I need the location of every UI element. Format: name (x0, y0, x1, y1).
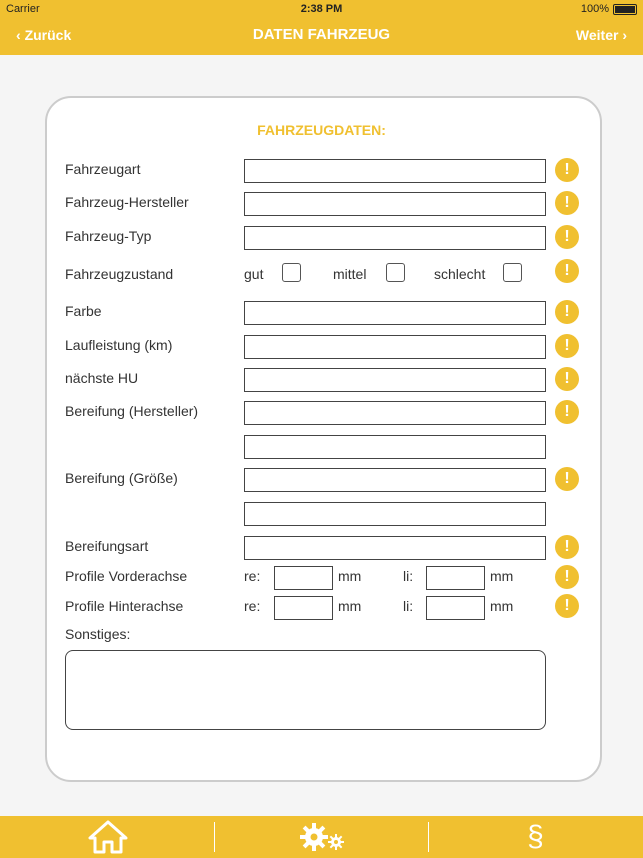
label-hu: nächste HU (65, 370, 139, 386)
checkbox-gut[interactable] (282, 263, 301, 282)
textarea-sonstiges[interactable] (65, 650, 546, 730)
label-bereifung-hersteller: Bereifung (Hersteller) (65, 403, 199, 419)
input-bereifung-hersteller[interactable] (244, 401, 546, 425)
label-hersteller: Fahrzeug-Hersteller (65, 194, 189, 210)
input-hinten-li[interactable] (426, 596, 485, 620)
input-bereifung-hersteller-2[interactable] (244, 435, 546, 459)
unit-mm: mm (490, 568, 514, 584)
navigation-bar (0, 18, 643, 55)
back-label: Zurück (24, 27, 72, 43)
unit-mm: mm (490, 598, 514, 614)
chevron-right-icon: › (622, 27, 627, 43)
input-hersteller[interactable] (244, 192, 546, 216)
label-farbe: Farbe (65, 303, 102, 319)
form-heading: FAHRZEUGDATEN: (257, 122, 386, 138)
label-bereifungsart: Bereifungsart (65, 538, 149, 554)
label-re: re: (244, 568, 261, 584)
home-icon (88, 820, 128, 854)
warning-icon[interactable]: ! (555, 191, 579, 215)
warning-icon[interactable]: ! (555, 367, 579, 391)
clock: 2:38 PM (300, 3, 343, 15)
warning-icon[interactable]: ! (555, 334, 579, 358)
input-typ[interactable] (244, 226, 546, 250)
tab-home[interactable] (60, 816, 155, 858)
input-bereifungsart[interactable] (244, 536, 546, 560)
warning-icon[interactable]: ! (555, 158, 579, 182)
unit-mm: mm (338, 598, 362, 614)
input-bereifung-groesse[interactable] (244, 468, 546, 492)
label-typ: Fahrzeug-Typ (65, 228, 152, 244)
tab-settings[interactable] (275, 816, 370, 858)
warning-icon[interactable]: ! (555, 259, 579, 283)
next-label: Weiter (575, 27, 619, 43)
label-li: li: (403, 568, 414, 584)
warning-icon[interactable]: ! (555, 565, 579, 589)
label-li: li: (403, 598, 414, 614)
label-sonstiges: Sonstiges: (65, 626, 131, 642)
paragraph-icon: § (527, 820, 544, 853)
gears-icon (298, 820, 348, 854)
option-mittel-label: mittel (333, 266, 367, 282)
checkbox-schlecht[interactable] (503, 263, 522, 282)
input-farbe[interactable] (244, 301, 546, 325)
warning-icon[interactable]: ! (555, 300, 579, 324)
input-vorne-re[interactable] (274, 566, 333, 590)
unit-mm: mm (338, 568, 362, 584)
warning-icon[interactable]: ! (555, 467, 579, 491)
chevron-left-icon: ‹ (16, 27, 21, 43)
tab-bar (0, 816, 643, 858)
option-schlecht-label: schlecht (434, 266, 486, 282)
tab-separator (214, 822, 215, 852)
battery-icon (613, 4, 637, 15)
input-hu[interactable] (244, 368, 546, 392)
warning-icon[interactable]: ! (555, 594, 579, 618)
label-profile-vorne: Profile Vorderachse (65, 568, 188, 584)
next-button[interactable] (576, 27, 627, 43)
label-laufleistung: Laufleistung (km) (65, 337, 173, 353)
status-bar (0, 0, 643, 18)
tab-legal[interactable] (488, 816, 583, 858)
battery-percent: 100% (580, 3, 609, 15)
label-zustand: Fahrzeugzustand (65, 266, 174, 282)
label-re: re: (244, 598, 261, 614)
input-laufleistung[interactable] (244, 335, 546, 359)
warning-icon[interactable]: ! (555, 225, 579, 249)
label-profile-hinten: Profile Hinterachse (65, 598, 184, 614)
input-hinten-re[interactable] (274, 596, 333, 620)
option-gut-label: gut (244, 266, 264, 282)
input-fahrzeugart[interactable] (244, 159, 546, 183)
label-fahrzeugart: Fahrzeugart (65, 161, 141, 177)
page-title: DATEN FAHRZEUG (252, 26, 391, 43)
warning-icon[interactable]: ! (555, 400, 579, 424)
input-bereifung-groesse-2[interactable] (244, 502, 546, 526)
warning-icon[interactable]: ! (555, 535, 579, 559)
label-bereifung-groesse: Bereifung (Größe) (65, 470, 178, 486)
carrier-label: Carrier (6, 3, 40, 15)
checkbox-mittel[interactable] (386, 263, 405, 282)
tab-separator (428, 822, 429, 852)
input-vorne-li[interactable] (426, 566, 485, 590)
